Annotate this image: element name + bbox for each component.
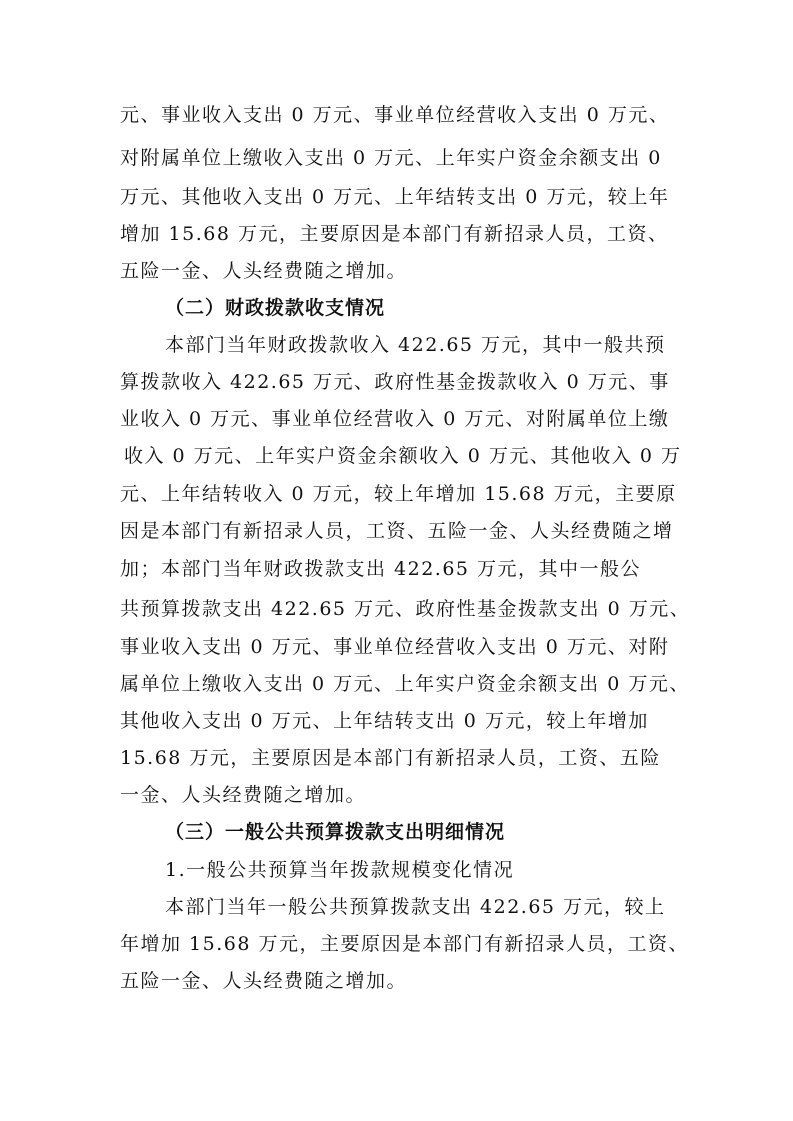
body-text-line: 因是本部门有新招录人员，工资、五险一金、人头经费随之增 <box>120 520 674 542</box>
body-text-line: 其他收入支出 0 万元、上年结转支出 0 万元，较上年增加 <box>120 710 649 732</box>
body-text-line: 对附属单位上缴收入支出 0 万元、上年实户资金余额支出 0 <box>120 147 662 169</box>
subsection-heading: 1.一般公共预算当年拨款规模变化情况 <box>165 859 515 881</box>
section-heading-3: （三）一般公共预算拨款支出明细情况 <box>165 821 506 843</box>
body-text-line: 事业收入支出 0 万元、事业单位经营收入支出 0 万元、对附 <box>120 636 670 658</box>
body-text-line: 五险一金、人头经费随之增加。 <box>120 970 408 992</box>
body-text-line: 15.68 万元，主要原因是本部门有新招录人员，工资、五险 <box>120 747 661 769</box>
body-text-line: 共预算拨款支出 422.65 万元、政府性基金拨款支出 0 万元、 <box>120 598 691 620</box>
body-text-line: 增加 15.68 万元，主要原因是本部门有新招录人员，工资、 <box>120 223 669 245</box>
body-text-line: 万元、其他收入支出 0 万元、上年结转支出 0 万元，较上年 <box>120 186 670 208</box>
body-text-line: 本部门当年财政拨款收入 422.65 万元，其中一般共预 <box>165 334 666 356</box>
body-text-line: 收入 0 万元、上年实户资金余额收入 0 万元、其他收入 0 万 <box>124 445 682 467</box>
body-text-line: 元、事业收入支出 0 万元、事业单位经营收入支出 0 万元、 <box>120 104 670 126</box>
body-text-line: 加；本部门当年财政拨款支出 422.65 万元，其中一般公 <box>120 558 642 580</box>
section-heading-2: （二）财政拨款收支情况 <box>165 297 386 319</box>
body-text-line: 算拨款收入 422.65 万元、政府性基金拨款收入 0 万元、事 <box>120 371 670 393</box>
body-text-line: 元、上年结转收入 0 万元，较上年增加 15.68 万元，主要原 <box>120 483 677 505</box>
body-text-line: 年增加 15.68 万元，主要原因是本部门有新招录人员，工资、 <box>120 933 689 955</box>
body-text-line: 业收入 0 万元、事业单位经营收入 0 万元、对附属单位上缴 <box>120 408 670 430</box>
body-text-line: 一金、人头经费随之增加。 <box>120 784 367 806</box>
body-text-line: 属单位上缴收入支出 0 万元、上年实户资金余额支出 0 万元、 <box>120 673 690 695</box>
body-text-line: 五险一金、人头经费随之增加。 <box>120 260 408 282</box>
body-text-line: 本部门当年一般公共预算拨款支出 422.65 万元，较上 <box>165 896 666 918</box>
